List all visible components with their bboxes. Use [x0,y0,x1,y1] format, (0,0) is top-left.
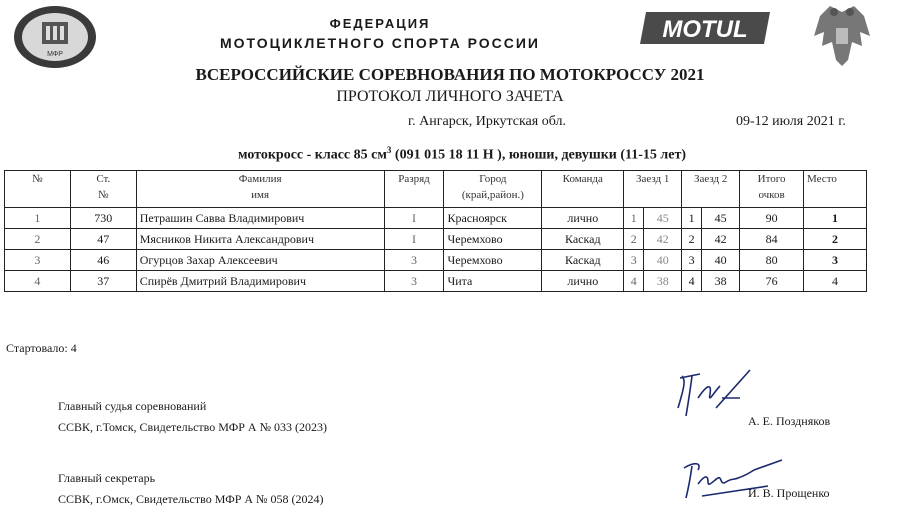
russian-coat-of-arms-icon [812,2,872,68]
cell-h2-place: 4 [682,271,702,292]
cell-city: Черемхово [444,229,542,250]
header-city: Город (край,район.) [444,171,542,208]
cell-rank: I [384,208,444,229]
cell-place: 4 [804,271,867,292]
cell-h2-place: 1 [682,208,702,229]
cell-name: Петрашин Савва Владимирович [136,208,384,229]
cell-team: Каскад [542,250,624,271]
cell-team: лично [542,208,624,229]
cell-num: 1 [5,208,71,229]
cell-place: 2 [804,229,867,250]
cell-city: Черемхово [444,250,542,271]
cell-start: 46 [70,250,136,271]
page-subtitle: ПРОТОКОЛ ЛИЧНОГО ЗАЧЕТА [336,88,564,105]
motul-logo [640,10,770,46]
cell-start: 37 [70,271,136,292]
event-date: 09-12 июля 2021 г. [736,114,846,129]
cell-rank: I [384,229,444,250]
table-row [5,271,867,292]
header-total: Итого очков [740,171,804,208]
chief-secretary-details: ССВК, г.Омск, Свидетельство МФР А № 058 (2024) [58,492,324,506]
header-start: Ст. № [70,171,136,208]
cell-num: 3 [5,250,71,271]
federation-logo-icon [12,4,98,70]
chief-judge-details: ССВК, г.Томск, Свидетельство МФР А № 033 (2023) [58,420,328,434]
cell-city: Красноярск [444,208,542,229]
header-team: Команда [542,171,624,208]
header-place: Место [804,171,867,208]
chief-judge-block [58,396,327,438]
cell-h2-points: 45 [702,208,740,229]
cell-rank: 3 [384,271,444,292]
cell-place: 1 [804,208,867,229]
cell-num: 4 [5,271,71,292]
cell-total: 76 [740,271,804,292]
cell-h1-points: 40 [644,250,682,271]
cell-h2-points: 42 [702,229,740,250]
cell-h2-points: 40 [702,250,740,271]
header-num: № [5,171,71,208]
federation-line2: МОТОЦИКЛЕТНОГО СПОРТА РОССИИ [220,35,540,51]
cell-h1-place: 3 [624,250,644,271]
cell-name: Мясников Никита Александрович [136,229,384,250]
cell-h1-points: 45 [644,208,682,229]
logo-text: МФР [47,51,63,58]
cell-city: Чита [444,271,542,292]
cell-team: Каскад [542,229,624,250]
cell-name: Огурцов Захар Алексеевич [136,250,384,271]
chief-judge-name: А. Е. Поздняков [748,414,831,428]
table-row [5,208,867,229]
cell-num: 2 [5,229,71,250]
table-header-row [5,171,867,208]
cell-h1-place: 1 [624,208,644,229]
table-row [5,229,867,250]
chief-judge-signature [670,368,760,420]
cell-h2-place: 2 [682,229,702,250]
chief-secretary-name: И. В. Прощенко [748,486,830,500]
header-heat1: Заезд 1 [624,171,682,208]
cell-total: 90 [740,208,804,229]
event-place: г. Ангарск, Иркутская обл. [408,114,566,129]
table-row [5,250,867,271]
header-rank: Разряд [384,171,444,208]
header-name: Фамилия имя [136,171,384,208]
motul-logo-text: MOTUL [662,16,748,43]
cell-h1-points: 42 [644,229,682,250]
chief-secretary-title: Главный секретарь [58,471,156,485]
cell-h2-place: 3 [682,250,702,271]
header-heat2: Заезд 2 [682,171,740,208]
cell-h1-points: 38 [644,271,682,292]
cell-team: лично [542,271,624,292]
federation-name [150,16,610,51]
cell-h2-points: 38 [702,271,740,292]
cell-place: 3 [804,250,867,271]
results-table [4,170,867,292]
cell-total: 80 [740,250,804,271]
chief-secretary-block [58,468,323,510]
cell-rank: 3 [384,250,444,271]
page-title: ВСЕРОССИЙСКИЕ СОРЕВНОВАНИЯ ПО МОТОКРОССУ 2021 [195,65,705,84]
started-count: Стартовало: 4 [6,341,77,355]
cell-name: Спирёв Дмитрий Владимирович [136,271,384,292]
chief-judge-title: Главный судья соревнований [58,399,207,413]
cell-h1-place: 4 [624,271,644,292]
cell-total: 84 [740,229,804,250]
cell-start: 730 [70,208,136,229]
class-line: мотокросс - класс 85 $см^3$ (091 015 18 11 Н ), юноши, девушки (11-15 лет) [238,145,686,163]
cell-start: 47 [70,229,136,250]
cell-h1-place: 2 [624,229,644,250]
federation-line1: ФЕДЕРАЦИЯ [329,16,431,31]
